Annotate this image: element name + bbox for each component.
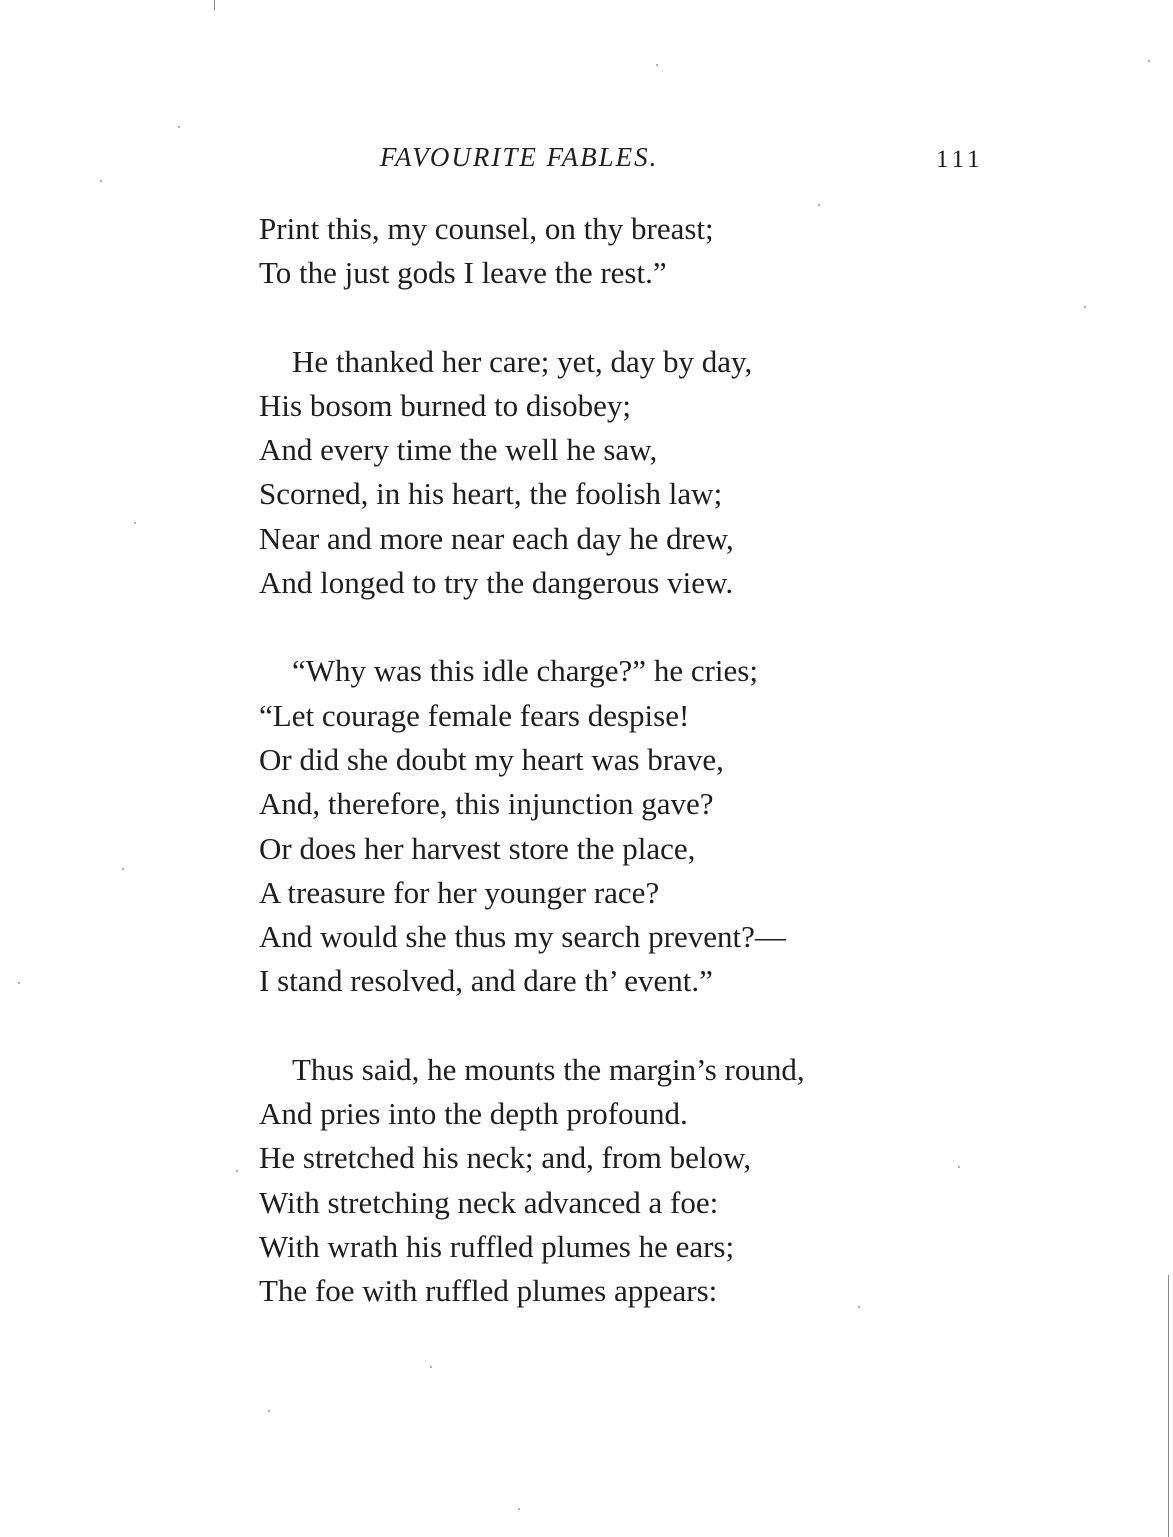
poem-line: “Let courage female fears despise! xyxy=(259,697,690,733)
poem-line: Or does her harvest store the place, xyxy=(259,830,696,866)
poem-line: And would she thus my search prevent?— xyxy=(259,919,786,955)
scan-edge-mark xyxy=(1168,1275,1169,1537)
poem-line: And pries into the depth profound. xyxy=(259,1096,688,1132)
scan-speck xyxy=(818,204,820,206)
scan-speck xyxy=(656,64,658,66)
poem-line: To the just gods I leave the rest.” xyxy=(259,255,667,291)
poem-line: “Why was this idle charge?” he cries; xyxy=(292,653,758,689)
scan-speck xyxy=(134,522,136,524)
poem-line: Near and more near each day he drew, xyxy=(259,520,734,556)
scan-edge-mark xyxy=(214,0,215,10)
running-title: FAVOURITE FABLES. xyxy=(380,142,659,172)
poem-line: The foe with ruffled plumes appears: xyxy=(259,1273,718,1309)
poem-line: And longed to try the dangerous view. xyxy=(259,565,734,601)
scan-speck xyxy=(122,868,124,870)
poem-line: He thanked her care; yet, day by day, xyxy=(292,343,753,379)
poem-line: Or did she doubt my heart was brave, xyxy=(259,741,724,777)
poem-line: And, therefore, this injunction gave? xyxy=(259,786,714,822)
scan-speck xyxy=(1148,60,1150,62)
poem-line: Scorned, in his heart, the foolish law; xyxy=(259,476,723,512)
stanza-1 xyxy=(259,207,939,296)
poem-line: His bosom burned to disobey; xyxy=(259,387,631,423)
scan-speck xyxy=(518,1508,520,1510)
scan-speck xyxy=(430,1366,432,1368)
scan-speck xyxy=(858,1306,860,1308)
poem-line: A treasure for her younger race? xyxy=(259,874,660,910)
page-number: 111 xyxy=(936,146,984,173)
scan-speck xyxy=(18,982,20,984)
poem-line: With wrath his ruffled plumes he ears; xyxy=(259,1228,735,1264)
scan-speck xyxy=(268,1410,270,1412)
scan-speck xyxy=(1084,306,1086,308)
stanza-4 xyxy=(259,1048,939,1314)
poem-line: And every time the well he saw, xyxy=(259,432,658,468)
poem-line: Thus said, he mounts the margin’s round, xyxy=(292,1051,805,1087)
stanza-3 xyxy=(259,649,939,1003)
poem-line: With stretching neck advanced a foe: xyxy=(259,1184,719,1220)
stanza-2 xyxy=(259,340,939,606)
scan-speck xyxy=(236,1170,238,1172)
scan-speck xyxy=(100,180,102,182)
scan-speck xyxy=(958,1166,960,1168)
poem-line: Print this, my counsel, on thy breast; xyxy=(259,211,714,246)
poem-line: He stretched his neck; and, from below, xyxy=(259,1140,752,1176)
scan-speck xyxy=(178,126,180,128)
poem-line: I stand resolved, and dare th’ event.” xyxy=(259,963,713,999)
poem-text xyxy=(259,207,939,1358)
